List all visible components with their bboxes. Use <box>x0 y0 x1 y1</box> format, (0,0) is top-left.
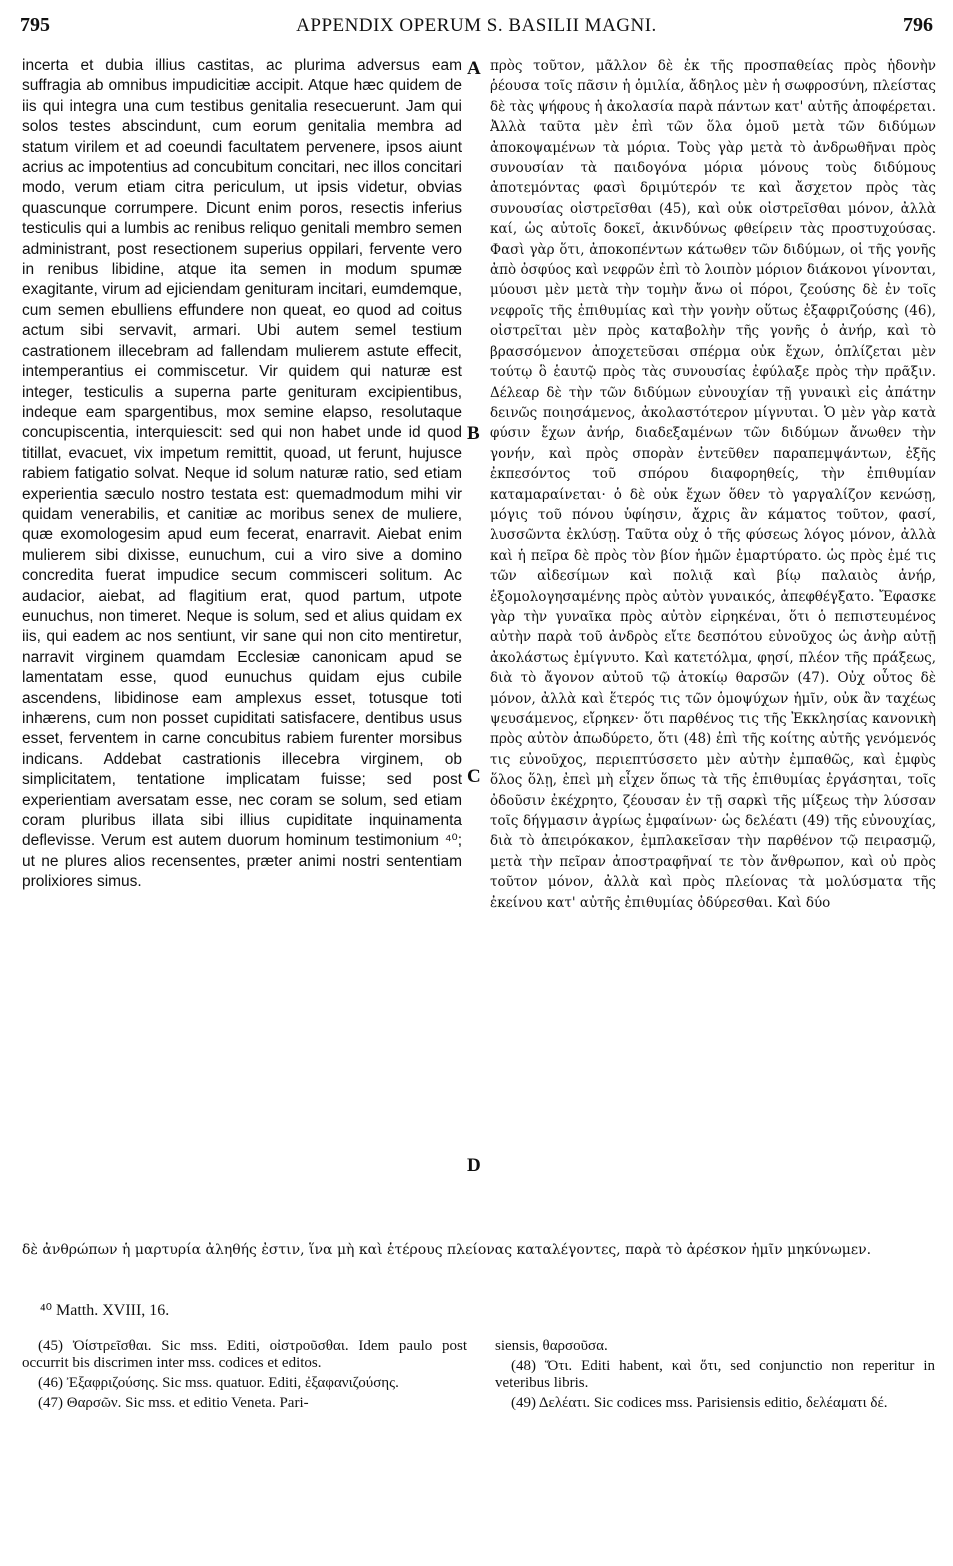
footnote-47: (47) Θαρσῶν. Sic mss. et editio Veneta. Pari- <box>38 1395 309 1411</box>
greek-tail-text: δὲ ἀνθρώπων ἡ μαρτυρία ἀληθής ἐστιν, ἵνα μὴ καὶ ἑτέρους πλείονας καταλέγοντες, παρὰ τὸ ἀρέσκον ἡμῖν μηκύνωμεν. <box>22 1242 872 1258</box>
section-marker-a: A <box>467 58 481 79</box>
latin-column <box>22 56 462 1236</box>
footnote-49: (49) Δελέατι. Sic codices mss. Parisiensis editio, δελέαματι δέ. <box>511 1395 888 1411</box>
page-number-left: 795 <box>20 14 50 36</box>
scripture-footnote: ⁴⁰ Matth. XVIII, 16. <box>40 1302 170 1319</box>
footnote-45: (45) Ὀίστρεῖσθαι. Sic mss. Editi, οἰστροῦσθαι. Idem paulo post occurrit bis discrimen inter mss. codices et editos. <box>22 1338 467 1371</box>
greek-text: πρὸς τοῦτον, μᾶλλον δὲ ἐκ τῆς προσπαθείας πρὸς ἡδονὴν ῥέουσα τοῖς πᾶσιν ἡ ὁμιλία, ἄδηλος μὲν ἡ σωφροσύνη, πλείστας δὲ τὰς ψήφους ἡ ἀκολασία παρὰ πάντων κατ' αὐτῆς ἀποφέρεται. Ἀλλὰ ταῦτα μὲν ἐπὶ τῶν ὅλα ὁμοῦ μετὰ τῶν διδύμων ἀποκοψαμένων τὰ μόρια. Τοὺς γὰρ μετὰ τὸ ἀνδρωθῆναι πρὸς συνουσίαν τὰ παιδογόνα μόρια μόνους τοὺς διδύμους ἀποτεμόντας φασὶ δριμύτερόν τε καὶ ἄσχετον πρὸς τὰς συνουσίας οἰστρεῖσθαι (45), καὶ οὐκ οἰστρεῖσθαι μόνον, ἀλλὰ καί, ὡς αὐτοῖς δοκεῖ, ἀκινδύνως φθείρειν τὰς προστυχούσας. Φασὶ γὰρ ὅτι, ἀποκοπέντων κάτωθεν τῶν διδύμων, οἱ τῆς γονῆς ἀπὸ ὀσφύος καὶ νεφρῶν ἐπὶ τὸ λοιπὸν μόριον διάκονοι γίνονται, μύουσι μὲν μετὰ τὴν τομὴν ἄνω οἱ πόροι, ζεούσης δὲ ἐν τοῖς νεφροῖς τῆς ἐπιθυμίας καὶ τὴν γονὴν οὕτως ἐξαφριζούσης (46), οἰστρεῖται μὲν πρὸς καταβολὴν τῆς γονῆς ὁ ἀνήρ, καὶ τὸ βρασσόμενον ἀποχετεῦσαι σπέρμα οὐκ ἔχων, ὁπλίζεται μὲν τούτῳ ὃ ἑαυτῷ πρὸς τὰς συνουσίας ἐφύλαξε πρὸς τὴν πρᾶξιν. Δέλεαρ δὲ τὴν τῶν διδύμων εὐνουχίαν τῇ γυναικὶ εἰς ἀπάτην δεινῶς ποιησάμενος, ἀκολαστότερον μίγνυται. Ὁ μὲν γὰρ κατὰ φύσιν ἔχων ἀνήρ, διαδεξαμένων τῶν διδύμων ἄνωθεν τὴν γονήν, καὶ πρὸς σπορὰν ἐντεῦθεν παραπεμψάντων, ἐξῆς ἐκπεσόντος τοῦ σπόρου διαφορηθείς, τὴν ἐπιθυμίαν καταμαραίνεται· ὁ δὲ οὐκ ἔχων ὅθεν τὸ γαργαλίζον κενώσῃ, μόγις τοῦ πόνου ὑφίησιν, ἄχρις ἂν κάματος τοῦτον, φασί, λυσσῶντα ἐκλύσῃ. Ταῦτα οὐχ ὁ τῆς φύσεως λόγος μόνον, ἀλλὰ καὶ ἡ πεῖρα δὲ πρὸς τὸν βίον ἡμῶν ἐμαρτύρατο. ὡς πρὸς ἐμέ τις τῶν αἰδεσίμων καὶ πολιᾷ καὶ βίῳ παλαιὸς ἀνήρ, ἐξομολογησαμένης πρὸς αὐτὸν γυναικός, ἀπεφθέγξατο. Ἔφασκε γὰρ τὴν γυναῖκα πρὸς αὐτὸν εἰρηκέναι, ὅτι ὁ πεπιστευμένος αὐτὴν παρὰ τοῦ ἀνδρὸς εἴτε δεσπότου εὐνοῦχος ὡς ἀνὴρ αὐτῇ ἀκολάστως ἐμίγνυτο. Καὶ κατετόλμα, φησί, πλέον τῆς πράξεως, διὰ τὸ ἄγονον αὐτοῦ τῷ ἀτοκίῳ θαρσῶν (47). Οὐχ οὗτος δὲ μόνον, ἀλλὰ καὶ ἕτερός τις τῶν ὁμοψύχων ἡμῖν, οὐκ ἂν ταχέως ψευσάμενος, εἴρηκεν· ὅτι παρθένος τις τῆς Ἐκκλησίας κανονικὴ πρὸς αὐτὸν ἀπωδύρετο, ὅτι (48) ἐπὶ τῆς κοίτης αὐτῆς γενόμενός τις εὐνοῦχος, περιεπτύσσετο μὲν αὐτὴν ἐμπαθῶς, καὶ ἐμφὺς ὅλος ὅλῃ, ἐπεὶ μὴ εἶχεν ὅπως τὰ τῆς ἐπιθυμίας ἐργάσηται, τοῖς ὀδοῦσιν ἐκέχρητο, ζέουσαν ἐν τῇ σαρκὶ τῆς μίξεως τὴν λύσσαν τοῖς δήγμασιν ἀγρίως ἐμφαίνων· ὡς δελέατι (49) τῆς εὐνουχίας, διὰ τὸ ἀπειρόκακον, ἐμπλακεῖσαν τὴν παρθένον τῷ πειρασμῷ, μετὰ τὴν πεῖραν ἀποστραφῆναί τε τὸν ἄνθρωπον, καὶ οὐ πρὸς τοῦτον μόνον, ἀλλὰ καὶ πρὸς πλείονας τὰ μολύσματα τῆς ἐκείνου κατ' αὐτῆς ἐπιθυμίας ὀδύρεσθαι. Καὶ δύο <box>490 58 936 911</box>
footnotes-left <box>22 1338 467 1415</box>
page-header <box>20 14 933 44</box>
footnote-46: (46) Ἐξαφριζούσης. Sic mss. quatuor. Editi, ἐξαφανιζούσης. <box>38 1375 399 1391</box>
footnote-48: (48) Ὅτι. Editi habent, καὶ ὅτι, sed conjunctio non reperitur in veteribus libris. <box>495 1358 935 1391</box>
section-marker-b: B <box>467 423 480 444</box>
section-marker-c: C <box>467 766 481 787</box>
greek-tail <box>22 1240 934 1261</box>
latin-text: incerta et dubia illius castitas, ac plurima adversus eam suffragia ab omnibus impudicitiæ accipit. Atque hæc quidem de iis qui integra una cum testibus genitalia resecuerunt. Jam qui solos testes abscindunt, cum eorum genitalia membra ad statum virilem et ad coeundi facultatem pervenere, ipsos aiunt acrius ac impotentius ad concubitum concitari, nec illos concitari modo, verum etiam citra periculum, ut ipsis videtur, obvias quascunque corrumpere. Dicunt enim poros, resectis inferius testiculis qui a lumbis ac renibus reliquo genitali membro semen administrant, post resectionem superius oppilari, fervente vero in renibus libidine, atque ita semen in modum spumæ exagitante, virum ad ejiciendam genituram incitari, eumdemque, cum semen ebulliens effundere non queat, eo quod ad coitus actum sibi servavit, armari. Ubi autem semel testium castrationem illecebram ad fallendam mulierem astute effecit, intemperantius ei commiscetur. Vir quidem qui naturæ est integer, testiculis a superna parte genituram excipientibus, indeque eam spargentibus, mox semine elapso, resolutaque concupiscentia, interquiescit: sed qui non habet unde id quod titillat, evacuet, vix impetum remittit, quoad, ut ferunt, hujusce rabiem fatigatio solvat. Neque id solum naturæ ratio, sed etiam experientia sæculo nostro testata est: quemadmodum mihi vir quidam venerabilis, et canitiæ ac moribus senex de muliere, quæ exomologesim apud eum fecerat, enarravit. Aiebat enim mulierem sibi dixisse, eunuchum, cui a viro sive a domino concredita fuerat impudice secum commisceri solitum. Ac audacior, aiebat, ad flagitium erat, quod partum, utpote eunuchus, non timeret. Neque is solum, sed et alius quidam ex iis, qui eadem ac nos sentiunt, vir sane qui non cito mentiretur, narravit virginem quamdam Ecclesiæ canonicam apud se lamentatam esse, quod eunuchus quidam ejus cubile ascendens, libidinose eam amplexus esset, totusque toti inhærens, cum non posset cupiditati satisfacere, dentibus usus esset, ferventem in carne concubitus rabiem furenter morsibus indicans. Addebat castrationis illecebra virginem, ob simplicitatem, tentatione implicatam fuisse; sed post experientiam aversatam esse, nec coram se solum, sed etiam coram pluribus illata sibi illius cupiditate inquinamenta deflevisse. Verum est autem duorum hominum testimonium ⁴⁰; ut ne plures alios recensentes, præter animi nostri sententiam prolixiores simus. <box>22 57 462 891</box>
section-marker-d: D <box>467 1155 481 1176</box>
greek-column <box>490 56 936 1236</box>
footnote-47-continued: siensis, θαρσοῦσα. <box>495 1338 608 1354</box>
footnotes-right <box>495 1338 935 1415</box>
running-title: APPENDIX OPERUM S. BASILII MAGNI. <box>296 15 657 36</box>
page-number-right: 796 <box>903 14 933 36</box>
